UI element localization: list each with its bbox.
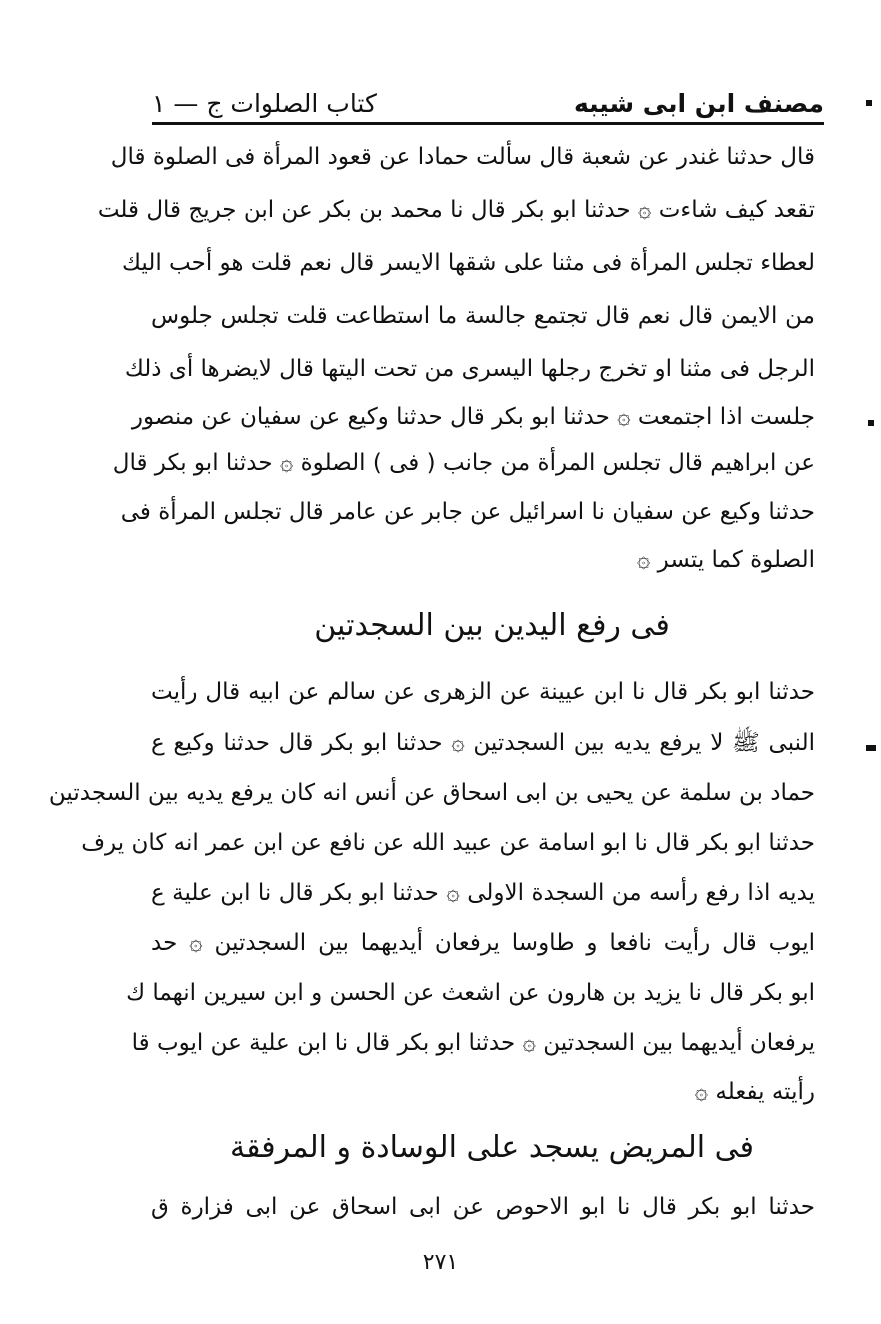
margin-mark (866, 745, 876, 751)
text-line: الرجل فی مثنا او تخرج رجلها الیسری من تحت الیتها قال لایضرها أی ذلك (124, 356, 815, 382)
text-line: جلست اذا اجتمعت ۞ حدثنا ابو بكر قال حدثنا وكیع عن سفیان عن منصور (131, 404, 815, 430)
text-line: قال حدثنا غندر عن شعبة قال سألت حمادا عن قعود المرأة فی الصلوة قال (110, 144, 815, 170)
margin-mark (866, 100, 872, 106)
book-title: مصنف ابن ابی شیبه (573, 89, 824, 118)
header-rule (152, 122, 824, 125)
text-line: حدثنا وكیع عن سفیان نا اسرائیل عن جابر عن عامر قال تجلس المرأة فی (120, 499, 815, 525)
margin-mark (868, 420, 874, 426)
page-number: ٢٧١ (422, 1250, 459, 1275)
text-line: یرفعان أیدیهما بین السجدتین ۞ حدثنا ابو بكر قال نا ابن علیة عن ایوب قا (131, 1030, 815, 1056)
running-header (152, 70, 824, 118)
text-line: رأیته یفعله ۞ (694, 1079, 815, 1105)
text-line: حماد بن سلمة عن یحیی بن ابی اسحاق عن أنس انه كان یرفع یدیه بین السجدتین (48, 780, 815, 806)
section-title: كتاب الصلوات ج — ١ (152, 89, 377, 118)
text-line: ایوب قال رأیت نافعا و طاوسا یرفعان أیدیهما بین السجدتین ۞ حد (151, 930, 815, 956)
text-line: من الایمن قال نعم قال تجتمع جالسة ما استطاعت قلت تجلس جلوس (151, 303, 815, 329)
section-heading: فی المریض یسجد علی الوسادة و المرفقة (230, 1130, 754, 1165)
text-line: حدثنا ابو بكر قال نا ابن عیینة عن الزهری عن سالم عن ابیه قال رأیت (151, 679, 815, 705)
text-line: حدثنا ابو بكر قال نا ابو اسامة عن عبید الله عن نافع عن ابن عمر انه كان یرف (81, 830, 815, 856)
text-line: حدثنا ابو بكر قال نا ابو الاحوص عن ابی اسحاق عن ابی فزارة ق (151, 1194, 815, 1220)
text-line: یدیه اذا رفع رأسه من السجدة الاولی ۞ حدثنا ابو بكر قال نا ابن علیة ع (151, 880, 815, 906)
section-heading: فی رفع الیدین بین السجدتین (314, 608, 670, 643)
text-line: النبی ﷺ لا یرفع یدیه بین السجدتین ۞ حدثنا ابو بكر قال حدثنا وكیع ع (151, 730, 815, 756)
text-line: الصلوة كما يتسر ۞ (636, 547, 815, 573)
text-line: تقعد كيف شاءت ۞ حدثنا ابو بكر قال نا محمد بن بكر عن ابن جريج قال قلت (97, 197, 815, 223)
text-line: لعطاء تجلس المرأة فی مثنا علی شقها الایسر قال نعم قلت هو أحب الیك (122, 250, 815, 276)
text-line: ابو بكر قال نا یزید بن هارون عن اشعث عن الحسن و ابن سیرین انهما ك (126, 980, 815, 1006)
text-line: عن ابراهیم قال تجلس المرأة من جانب ( فی ) الصلوة ۞ حدثنا ابو بكر قال (112, 450, 815, 476)
